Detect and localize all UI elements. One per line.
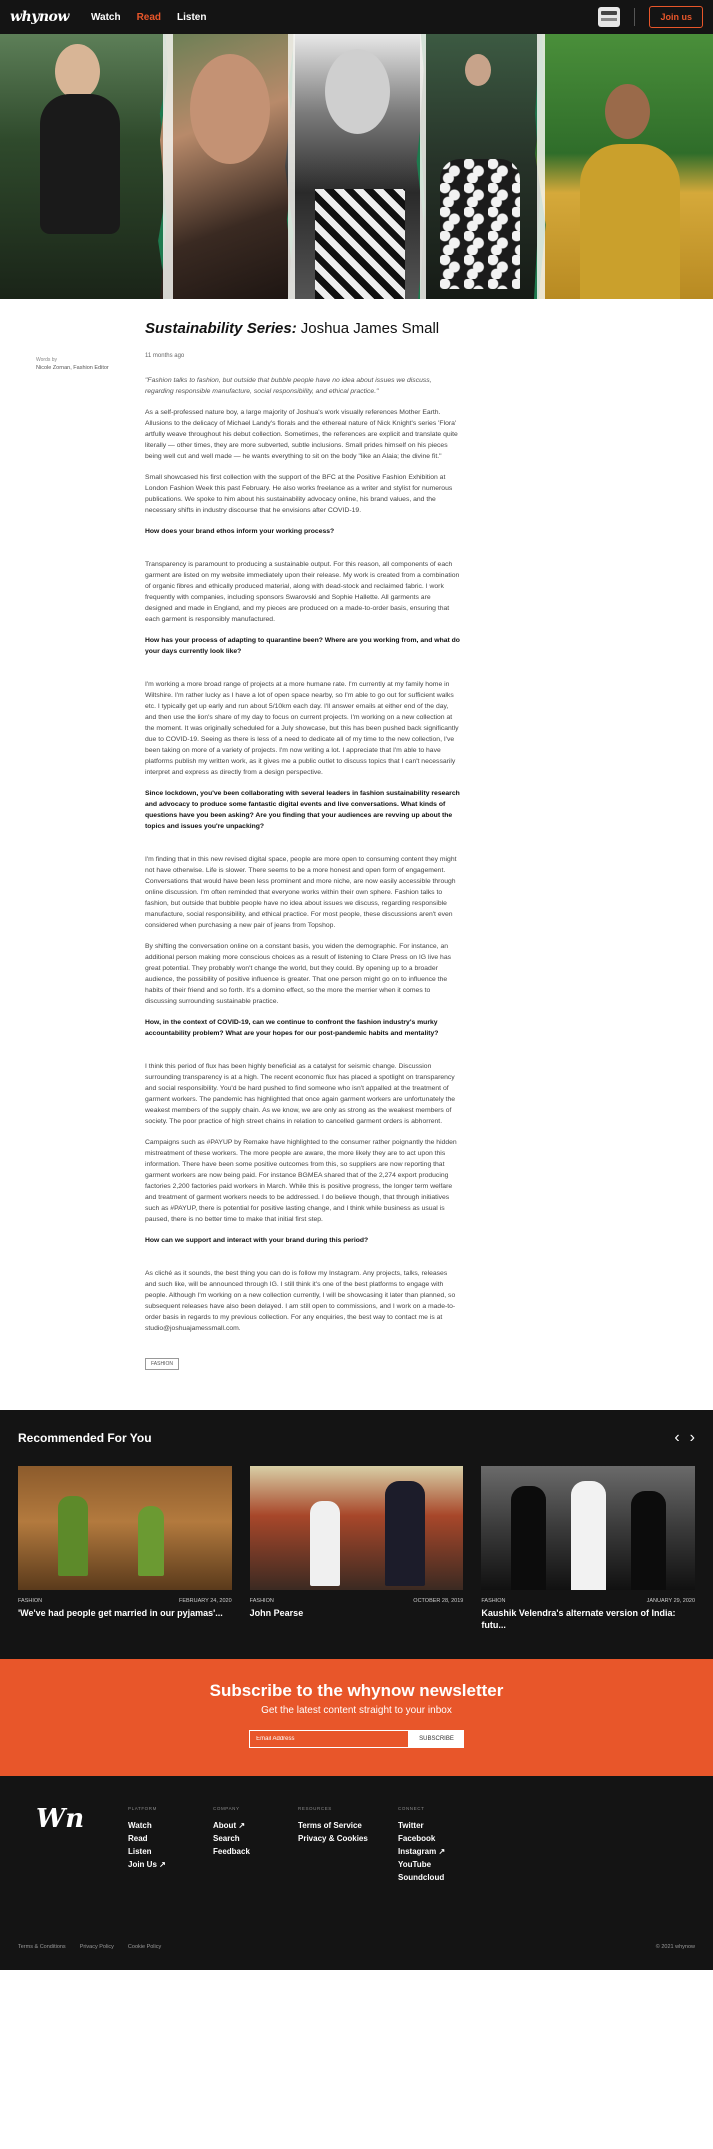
footer-logo[interactable]: Wn: [36, 1804, 85, 1834]
legal-privacy-link[interactable]: Privacy Policy: [79, 1944, 114, 1950]
recommended-title: Recommended For You: [18, 1431, 152, 1445]
footer-link-twitter[interactable]: Twitter: [398, 1821, 424, 1830]
nav-link-read[interactable]: Read: [136, 11, 162, 23]
legal-terms-link[interactable]: Terms & Conditions: [18, 1944, 66, 1950]
figure-shape: [310, 1501, 340, 1586]
nav-link-watch[interactable]: Watch: [90, 11, 121, 23]
footer-legal: [18, 1944, 161, 1950]
card-meta: [481, 1598, 695, 1604]
newsletter-form: [0, 1730, 713, 1748]
site-logo[interactable]: whynow: [10, 9, 69, 25]
footer-heading: PLATFORM: [128, 1806, 157, 1811]
footer-col-company: [213, 1806, 294, 1884]
interview-question: How does your brand ethos inform your working process?: [145, 528, 335, 535]
interview-question: How can we support and interact with your brand during this period?: [145, 1237, 369, 1244]
footer-link-watch[interactable]: Watch: [128, 1821, 152, 1830]
footer-link-youtube[interactable]: YouTube: [398, 1860, 432, 1869]
footer-col-resources: [298, 1806, 394, 1884]
footer-bottom: [0, 1884, 713, 1950]
interview-question: How, in the context of COVID-19, can we continue to confront the fashion industry's murky accountability problem? What are your hopes for our post-pandemic habits and mentality?: [145, 1019, 439, 1037]
hero-panel-model-5: [535, 34, 713, 299]
chevron-right-icon[interactable]: ›: [689, 1429, 695, 1446]
body-paragraph: As a self-professed nature boy, a large majority of Joshua's work visually references Mother Earth. Allusions to the delicacy of Michael Landy's florals and the ethereal nature of Nick Knight's series 'Flora' artfully weave throughout his debut collection. Sometimes, the references are explicit and translate quite literally — other times, they are more subverted, subtle inclusions. Small prides himself on his pieces being well cut and well made — he wants everything to sit on the body "like an Alaia; the divine fit.": [145, 409, 458, 460]
recommended-card[interactable]: [481, 1466, 695, 1631]
footer-link-soundcloud[interactable]: Soundcloud: [398, 1873, 445, 1882]
series-label: Sustainability Series:: [145, 320, 297, 337]
footer-col-platform: [128, 1806, 209, 1884]
email-input[interactable]: [249, 1730, 409, 1748]
figure-shape: [58, 1496, 88, 1576]
torn-edge: [288, 34, 295, 299]
figure-shape: [571, 1481, 606, 1590]
footer: [0, 1776, 713, 1970]
footer-link-about[interactable]: About ↗: [213, 1821, 246, 1830]
card-image[interactable]: [18, 1466, 232, 1590]
card-meta: [18, 1598, 232, 1604]
footer-link-privacy[interactable]: Privacy & Cookies: [298, 1834, 368, 1843]
footer-link-search[interactable]: Search: [213, 1834, 240, 1843]
nav-right: [598, 6, 703, 28]
carousel-arrows: [674, 1430, 695, 1446]
card-category[interactable]: FASHION: [481, 1598, 506, 1604]
body-paragraph: By shifting the conversation online on a constant basis, you widen the demographic. For instance, an additional person making more conscious choices as a result of listening to Clare Press on IG live has great potential. They probably won't change the world, but they could. By opening up to a broader audience, the possibility of positive influence is greater. That one person might go on to influence the habits of their friend and so forth. It's a domino effect, so the more the merrier when it comes to discussing surrounding sustainable practice.: [145, 943, 452, 1005]
card-title[interactable]: Kaushik Velendra's alternate version of India: futu...: [481, 1608, 676, 1630]
nav-divider: [634, 8, 635, 26]
card-meta: [250, 1598, 464, 1604]
radio-icon[interactable]: [598, 7, 620, 27]
recommended-header: [18, 1430, 695, 1446]
author-sidebar: [36, 357, 136, 371]
subscribe-button[interactable]: SUBSCRIBE: [409, 1730, 464, 1748]
footer-link-facebook[interactable]: Facebook: [398, 1834, 436, 1843]
card-date: OCTOBER 28, 2019: [413, 1598, 464, 1604]
nav-link-listen[interactable]: Listen: [177, 11, 207, 23]
recommended-cards: [18, 1466, 695, 1631]
model-dress: [580, 144, 680, 299]
newsletter-section: [0, 1659, 713, 1776]
article-date: 11 months ago: [145, 353, 185, 359]
card-title[interactable]: John Pearse: [249, 1608, 304, 1618]
recommended-card[interactable]: [250, 1466, 464, 1631]
newsletter-subtitle: Get the latest content straight to your inbox: [261, 1705, 452, 1716]
subject-name: Joshua James Small: [300, 320, 440, 337]
interview-question: How has your process of adapting to quarantine been? Where are you working from, and what do your days currently look like?: [145, 637, 460, 655]
hero-image: [0, 34, 713, 299]
tag-fashion[interactable]: FASHION: [145, 1358, 179, 1370]
card-date: JANUARY 29, 2020: [646, 1598, 696, 1604]
author-name[interactable]: Nicole Zornan, Fashion Editor: [36, 365, 109, 371]
footer-heading: RESOURCES: [298, 1806, 332, 1811]
article-title: [145, 319, 460, 339]
footer-main: [0, 1806, 713, 1884]
top-nav: [0, 0, 713, 34]
houndstooth-pattern: [315, 189, 405, 299]
footer-link-join-us[interactable]: Join Us ↗: [128, 1860, 166, 1869]
card-category[interactable]: FASHION: [18, 1598, 43, 1604]
footer-link-instagram[interactable]: Instagram ↗: [398, 1847, 446, 1856]
card-date: FEBRUARY 24, 2020: [178, 1598, 232, 1604]
recommended-section: [0, 1410, 713, 1659]
body-paragraph: As cliché as it sounds, the best thing you can do is follow my Instagram. Any projects, talks, releases and such like, will be announced through IG. I still think it's one of the best platforms to engage with people. Although I'm working on a new collection currently, I will be showcasing it later than planned, so subsequent releases have also been delayed. I am still open to commissions, and I work on a made-to-order basis in regards to my previous collection. For any enquiries, the best way to contact me is at studio@joshuajamessmall.com.: [145, 1270, 456, 1332]
recommended-card[interactable]: [18, 1466, 232, 1631]
article-content: [145, 319, 460, 1370]
hero-panel-model-1: [0, 34, 170, 299]
footer-link-listen[interactable]: Listen: [128, 1847, 152, 1856]
footer-col-connect: [398, 1806, 479, 1884]
body-paragraph: I'm working a more broad range of projects at a more humane rate. I'm currently at my family home in Wiltshire. I'm rather lucky as I have a lot of open space nearby, so I'm able to go out for sufficient walks etc. I typically get up early and run about 5/10km each day. I'll answer emails at either end of the day, and then use the lion's share of my day to focus on current projects. I'm working on a new collection at the moment. It was originally scheduled for a July showcase, but this has been pushed back significantly due to COVID-19. Seeing as there is less of a need to dedicate all of my time to the new collection, I've been taking on more of a variety of projects. I'm now writing a lot. I appreciate that I'm able to have platforms publish my written work, as it gives me a public outlet to discuss topics that I can't necessarily interpret and express as directly from a design perspective.: [145, 681, 459, 776]
written-by-label: Words by: [36, 357, 58, 363]
footer-link-feedback[interactable]: Feedback: [213, 1847, 250, 1856]
body-paragraph: Small showcased his first collection with the support of the BFC at the Positive Fashion Exhibition at London Fashion Week this past February. He also works freelance as a writer and stylist for numerous publications. We spoke to him about his sustainability advocacy online, his brand values, and the necessary shifts in industry discourse that he envisions after COVID-19.: [145, 474, 453, 514]
figure-shape: [385, 1481, 425, 1586]
hero-panel-model-2: [160, 34, 295, 299]
torn-edge: [163, 34, 173, 299]
footer-columns: [92, 1806, 479, 1884]
newsletter-title: Subscribe to the whynow newsletter: [209, 1681, 504, 1700]
footer-link-read[interactable]: Read: [128, 1834, 148, 1843]
body-paragraph: Campaigns such as #PAYUP by Remake have highlighted to the consumer rather poignantly the hidden mistreatment of these workers. The more people are aware, the more likely they are to act upon this information. There have been some positive outcomes from this, so suppliers are now reporting that garment workers are now being paid. For instance BGMEA shared that of the 2,274 export producing factories 2,200 factories paid workers in March. While this is positive progress, the longer term welfare and treatment of garment workers needs to be addressed. I do believe though, that through initiatives such as #PAYUP, there is potential for positive lasting change, and I think while business as usual is paused, there is no better time to make that initial first step.: [145, 1139, 457, 1223]
legal-cookie-link[interactable]: Cookie Policy: [127, 1944, 162, 1950]
figure-shape: [138, 1506, 164, 1576]
hero-panel-model-4: [420, 34, 540, 299]
figure-shape: [511, 1486, 546, 1590]
card-title[interactable]: 'We've had people get married in our pyjamas'...: [18, 1608, 223, 1618]
copyright: © 2021 whynow: [655, 1944, 695, 1950]
footer-heading: COMPANY: [213, 1806, 240, 1811]
model-face: [325, 49, 390, 134]
footer-heading: CONNECT: [398, 1806, 425, 1811]
nav-links: [91, 12, 207, 23]
pull-quote: "Fashion talks to fashion, but outside that bubble people have no idea about issues we discuss, regarding responsible manufacture, social responsibility, and ethical practice.": [145, 377, 432, 395]
hero-panel-model-3: [285, 34, 425, 299]
card-image[interactable]: [250, 1466, 464, 1590]
interview-question: Since lockdown, you've been collaborating with several leaders in fashion sustainability research and advocacy to produce some fantastic digital events and live conversations. What kinds of questions have you been asking? Are you finding that your audiences are revving up about the topics and issues you're unpacking?: [145, 790, 460, 830]
model-face: [55, 44, 100, 99]
figure-shape: [631, 1491, 666, 1590]
card-category[interactable]: FASHION: [249, 1598, 274, 1604]
card-image[interactable]: [481, 1466, 695, 1590]
body-paragraph: Transparency is paramount to producing a sustainable output. For this reason, all components of each garment are listed on my website immediately upon their release. My work is created from a combination of organic fibres and ethically produced material, along with dead-stock and reclaimed fabric. I work frequently with companies, including sponsors Swarovski and Sophie Hallette. All garments are designed and made in England, and my pieces are produced on a made-to-order basis, ensuring that each garment is responsibly manufactured.: [145, 561, 460, 623]
article: [0, 299, 713, 1410]
model-face: [605, 84, 650, 139]
footer-link-terms[interactable]: Terms of Service: [298, 1821, 362, 1830]
floral-dress: [440, 159, 520, 289]
torn-edge: [537, 34, 545, 299]
torn-edge: [420, 34, 426, 299]
model-face: [465, 54, 491, 86]
join-us-button[interactable]: Join us: [649, 6, 703, 28]
body-paragraph: I'm finding that in this new revised digital space, people are more open to consuming content they might not have otherwise. Life is slower. There seems to be a more honest and open form of engagement. Conversations that would have been less prominent and more niche, are now easily accessible through online discussion. I'm often reminded that everyone works within their own sphere. Fashion talks to fashion, but outside that bubble people have no idea about issues we discuss, regarding responsible manufacture, social responsibility, and ethical practice. For most people, these discussions aren't even considered when purchasing a new pair of jeans from Topshop.: [145, 856, 457, 929]
model-dress: [40, 94, 120, 234]
model-face: [190, 54, 270, 164]
article-body: [145, 407, 460, 1334]
body-paragraph: I think this period of flux has been highly beneficial as a catalyst for seismic change. Discussion surrounding transparency is at a high. The recent economic flux has placed a spotlight on transparency and social responsibility. You'd be hard pushed to find someone who isn't appalled at the treatment of garment workers. The pandemic has highlighted that once again garment workers are unfortunately the weakest members of the supply chain. As we know, we are only as strong as the weakest members of society. The poor practice of high street chains in relation to cancelled garment orders is abhorrent.: [145, 1063, 456, 1125]
chevron-left-icon[interactable]: ‹: [674, 1429, 680, 1446]
